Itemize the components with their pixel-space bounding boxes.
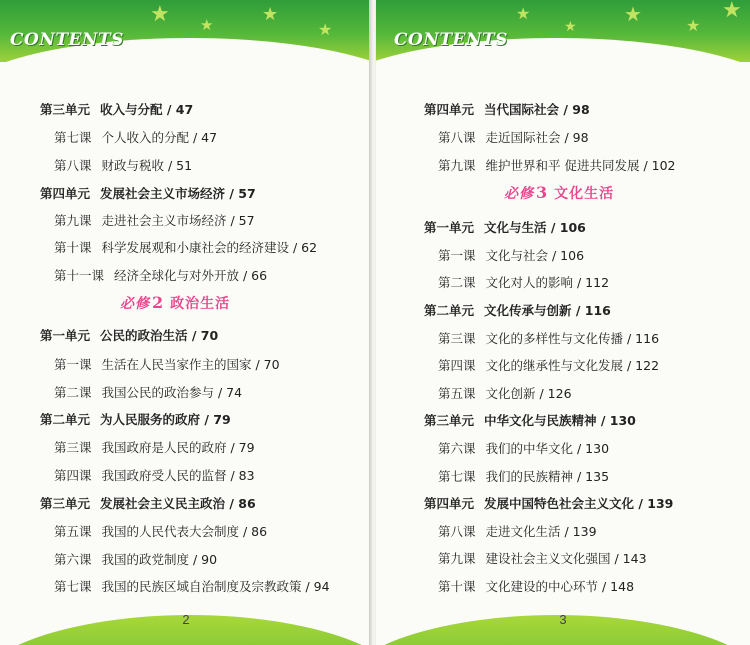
toc-lesson[interactable]: 第七课 个人收入的分配 / 47 [54, 130, 218, 145]
toc-unit[interactable]: 第三单元 中华文化与民族精神 / 130 [424, 413, 636, 428]
toc-lesson[interactable]: 第八课 走近国际社会 / 98 [438, 130, 589, 145]
toc-lesson[interactable]: 第七课 我们的民族精神 / 135 [438, 469, 610, 484]
toc-lesson[interactable]: 第一课 文化与社会 / 106 [438, 248, 585, 263]
section-heading: 必修 3 文化生活 [504, 183, 615, 202]
page-number: 2 [182, 612, 190, 627]
toc-lesson[interactable]: 第九课 维护世界和平 促进共同发展 / 102 [438, 158, 676, 173]
toc-unit[interactable]: 第二单元 为人民服务的政府 / 79 [40, 412, 231, 427]
toc-lesson[interactable]: 第八课 走进文化生活 / 139 [438, 524, 597, 539]
toc-lesson[interactable]: 第三课 我国政府是人民的政府 / 79 [54, 440, 255, 455]
contents-heading: CONTENTS [10, 30, 124, 50]
toc-lesson[interactable]: 第五课 我国的人民代表大会制度 / 86 [54, 524, 268, 539]
toc-lesson[interactable]: 第三课 文化的多样性与文化传播 / 116 [438, 331, 660, 346]
toc-unit[interactable]: 第二单元 文化传承与创新 / 116 [424, 303, 611, 318]
toc-unit[interactable]: 第一单元 公民的政治生活 / 70 [40, 328, 219, 343]
toc-unit[interactable]: 第四单元 发展中国特色社会主义文化 / 139 [424, 496, 674, 511]
left-page [0, 0, 372, 645]
contents-heading: CONTENTS [394, 30, 508, 50]
right-page [376, 0, 750, 645]
toc-lesson[interactable]: 第十课 科学发展观和小康社会的经济建设 / 62 [54, 240, 318, 255]
star-icon: ★ [686, 16, 701, 35]
star-icon: ★ [262, 4, 279, 25]
toc-lesson[interactable]: 第四课 文化的继承性与文化发展 / 122 [438, 358, 660, 373]
section-heading: 必修 2 政治生活 [120, 293, 231, 312]
toc-lesson[interactable]: 第二课 文化对人的影响 / 112 [438, 275, 610, 290]
toc-lesson[interactable]: 第七课 我国的民族区域自治制度及宗教政策 / 94 [54, 579, 330, 594]
toc-unit[interactable]: 第三单元 发展社会主义民主政治 / 86 [40, 496, 256, 511]
star-icon: ★ [318, 20, 333, 39]
toc-lesson[interactable]: 第九课 建设社会主义文化强国 / 143 [438, 551, 647, 566]
toc-lesson[interactable]: 第九课 走进社会主义市场经济 / 57 [54, 213, 255, 228]
toc-unit[interactable]: 第三单元 收入与分配 / 47 [40, 102, 194, 117]
toc-lesson[interactable]: 第十课 文化建设的中心环节 / 148 [438, 579, 635, 594]
page-number: 3 [559, 612, 567, 627]
toc-lesson[interactable]: 第六课 我国的政党制度 / 90 [54, 552, 218, 567]
star-icon: ★ [624, 2, 642, 26]
toc-lesson[interactable]: 第六课 我们的中华文化 / 130 [438, 441, 610, 456]
star-icon: ★ [200, 16, 214, 34]
star-icon: ★ [722, 0, 742, 23]
toc-lesson[interactable]: 第四课 我国政府受人民的监督 / 83 [54, 468, 255, 483]
toc-lesson[interactable]: 第二课 我国公民的政治参与 / 74 [54, 385, 243, 400]
star-icon: ★ [516, 4, 531, 23]
toc-unit[interactable]: 第四单元 发展社会主义市场经济 / 57 [40, 186, 256, 201]
toc-unit[interactable]: 第一单元 文化与生活 / 106 [424, 220, 586, 235]
toc-lesson[interactable]: 第十一课 经济全球化与对外开放 / 66 [54, 268, 268, 283]
star-icon: ★ [150, 2, 170, 27]
toc-unit[interactable]: 第四单元 当代国际社会 / 98 [424, 102, 590, 117]
toc-lesson[interactable]: 第八课 财政与税收 / 51 [54, 158, 193, 173]
toc-lesson[interactable]: 第五课 文化创新 / 126 [438, 386, 572, 401]
star-icon: ★ [564, 19, 577, 35]
toc-lesson[interactable]: 第一课 生活在人民当家作主的国家 / 70 [54, 357, 280, 372]
